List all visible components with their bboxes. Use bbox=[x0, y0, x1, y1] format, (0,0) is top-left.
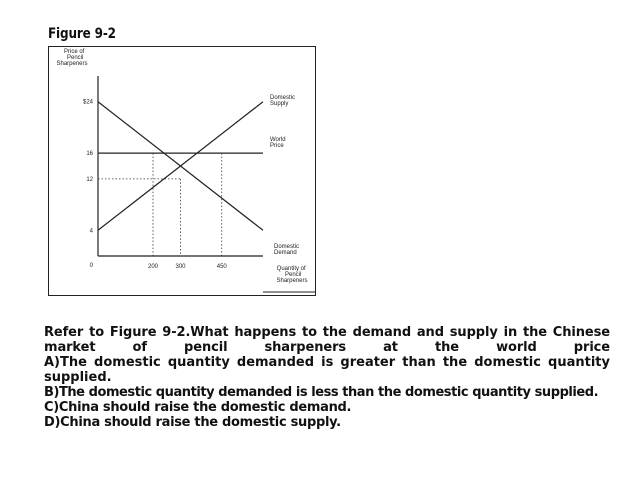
domestic-supply-label-line: Domestic bbox=[270, 95, 296, 101]
y-tick-label: 12 bbox=[86, 176, 93, 183]
y-tick-label: $24 bbox=[82, 99, 93, 106]
world-price-label-line: Price bbox=[270, 143, 284, 149]
option-b[interactable] bbox=[44, 385, 610, 400]
domestic-demand-label-line: Demand bbox=[274, 250, 297, 256]
world-price-label bbox=[270, 137, 286, 149]
option-d[interactable] bbox=[44, 415, 610, 430]
y-tick-label: 16 bbox=[86, 151, 93, 158]
guide-lines bbox=[98, 153, 222, 256]
domestic-demand-label bbox=[274, 244, 299, 256]
domestic-supply-label bbox=[270, 95, 295, 107]
figure-title: Figure 9-2 bbox=[48, 26, 116, 42]
y-axis-title bbox=[56, 49, 87, 67]
y-axis-title-line: Sharpeners bbox=[56, 61, 88, 67]
option-b-text: B)The domestic quantity demanded is less than the domestic quantity supplied. bbox=[44, 385, 599, 400]
question-stem-text: Refer to Figure 9-2.What happens to the demand and supply in the Chinese market of pencil sharpeners at the world price bbox=[44, 325, 610, 355]
option-c-text: C)China should raise the domestic demand. bbox=[44, 400, 352, 415]
x-axis-title-line: Pencil bbox=[284, 272, 302, 278]
x-axis-title-line: Sharpeners bbox=[276, 278, 308, 284]
origin-label: 0 bbox=[89, 263, 93, 269]
domestic-demand-label-line: Domestic bbox=[274, 244, 300, 250]
option-c[interactable] bbox=[44, 400, 610, 415]
x-tick-label: 450 bbox=[216, 264, 227, 270]
series-labels bbox=[270, 95, 299, 256]
question-stem bbox=[44, 325, 610, 355]
option-a[interactable] bbox=[44, 355, 610, 385]
x-tick-label: 300 bbox=[175, 264, 186, 270]
option-d-text: D)China should raise the domestic supply. bbox=[44, 415, 341, 430]
y-axis-title-line: Pencil bbox=[66, 55, 84, 61]
y-axis-title-line: Price of bbox=[63, 49, 85, 55]
y-tick-label: 4 bbox=[89, 228, 93, 235]
supply-demand-chart bbox=[48, 46, 316, 296]
world-price-label-line: World bbox=[270, 137, 286, 143]
option-a-text: A)The domestic quantity demanded is greater than the domestic quantity supplied. bbox=[44, 355, 610, 385]
x-tick-label: 200 bbox=[147, 264, 159, 270]
question-block bbox=[44, 325, 610, 430]
x-axis-title-line: Quantity of bbox=[276, 266, 306, 272]
domestic-supply-label-line: Supply bbox=[270, 101, 289, 107]
tick-labels bbox=[83, 100, 227, 270]
x-axis-title bbox=[276, 266, 307, 284]
